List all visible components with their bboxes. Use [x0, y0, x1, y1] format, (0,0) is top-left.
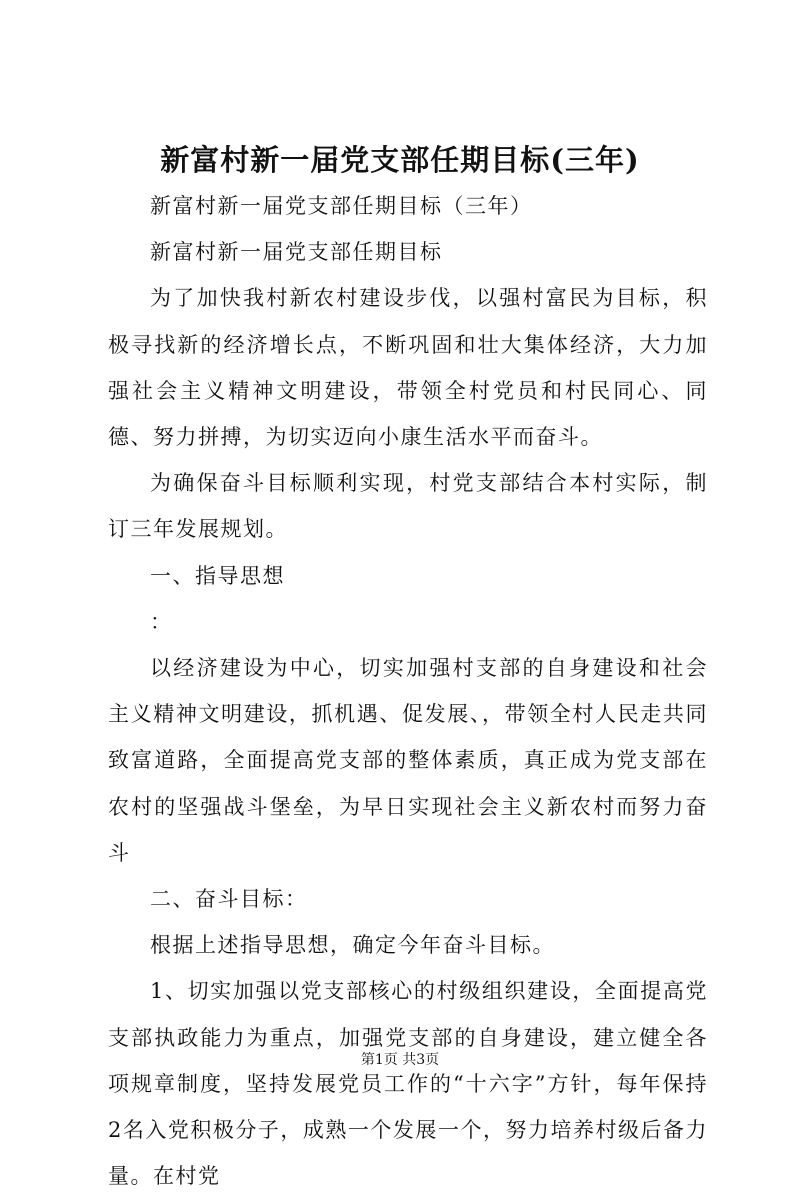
paragraph-colon: ： — [150, 609, 173, 634]
paragraph-goals-intro: 根据上述指导思想，确定今年奋斗目标。 — [150, 933, 555, 958]
section-heading-goals: 二、奋斗目标： — [150, 887, 308, 912]
document-body — [108, 183, 708, 1199]
paragraph-intro: 为了加快我村新农村建设步伐，以强村富民为目标，积极寻找新的经济增长点，不断巩固和壮大集体经济，大力加强社会主义精神文明建设，带领全村党员和村民同心、同德、努力拼搏，为切实迈向小康生活水平而奋斗。 — [108, 286, 708, 450]
paragraph-plan: 为确保奋斗目标顺利实现，村党支部结合本村实际，制订三年发展规划。 — [108, 471, 708, 542]
paragraph-guiding-ideology: 以经济建设为中心，切实加强村支部的自身建设和社会主义精神文明建设，抓机遇、促发展、，带领全村人民走共同致富道路，全面提高党支部的整体素质，真正成为党支部在农村的坚强战斗堡垒，为早日实现社会主义新农村而努力奋斗 — [108, 656, 708, 865]
section-heading-guiding-ideology: 一、指导思想 — [150, 563, 285, 588]
paragraph-subtitle: 新富村新一届党支部任期目标（三年） — [150, 194, 533, 218]
paragraph-goal-1: 1、切实加强以党支部核心的村级组织建设，全面提高党支部执政能力为重点，加强党支部的自身建设，建立健全各项规章制度，坚持发展党员工作的“十六字”方针，每年保持2名入党积极分子，成熟一个发展一个，努力培养村级后备力量。在村党 — [108, 979, 708, 1189]
paragraph-heading: 新富村新一届党支部任期目标 — [150, 240, 443, 265]
document-title: 新富村新一届党支部任期目标(三年) — [160, 143, 640, 177]
page-number-footer: 第1页 共3页 — [360, 1052, 440, 1068]
